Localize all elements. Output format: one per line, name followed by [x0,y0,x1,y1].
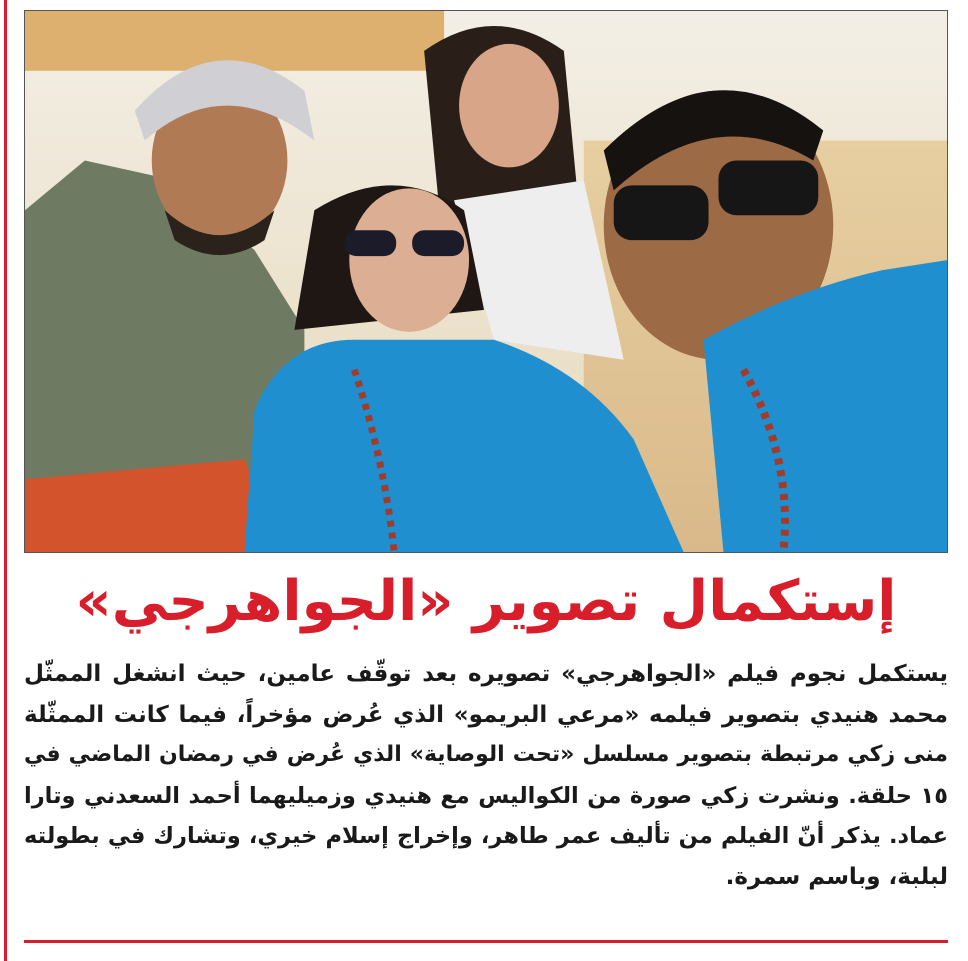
woman-back-face [459,44,559,168]
article-photo [24,10,948,553]
article-body-line: منى زكي مرتبطة بتصوير مسلسل «تحت الوصاية» الذي عُرض في رمضان الماضي في [24,742,948,767]
left-red-rule [4,0,7,961]
article-body-line: يستكمل نجوم فيلم «الجواهرجي» تصويره بعد توقّف عامين، حيث انشغل الممثّل [24,661,948,687]
article-headline: إستكمال تصوير «الجواهرجي» [75,569,897,634]
article-body-line: محمد هنيدي بتصوير فيلمه «مرعي البريمو» الذي عُرض مؤخراً، فيما كانت الممثّلة [24,701,948,728]
article-body-line: عماد. يذكر أنّ الفيلم من تأليف عمر طاهر، وإخراج إسلام خيري، وتشارك في بطولته [24,823,948,849]
bottom-red-rule [24,940,948,943]
man-right-sunglasses-right [718,160,818,215]
article-body-line: ١٥ حلقة. ونشرت زكي صورة من الكواليس مع هنيدي وزميليهما أحمد السعدني وتارا [24,782,948,809]
article-body [24,654,948,897]
woman-front-sunglasses-left [344,230,396,256]
woman-front-face [349,188,469,331]
article-body-line: لبلبة، وباسم سمرة. [725,863,948,890]
woman-front-sunglasses-right [412,230,464,256]
photo-illustration [25,11,947,552]
man-right-sunglasses-left [614,185,709,240]
